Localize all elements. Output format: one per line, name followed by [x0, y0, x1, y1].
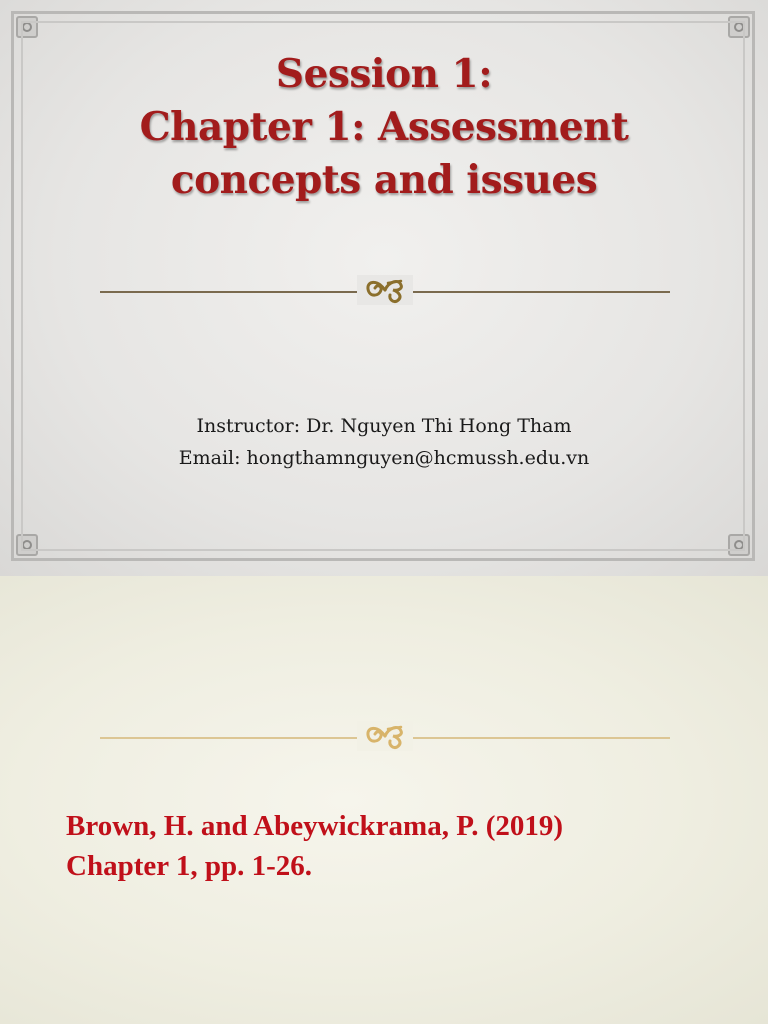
flourish-ornament-icon	[357, 275, 413, 305]
title-line-chapter: Chapter 1: Assessment	[139, 104, 629, 150]
reference-slide	[0, 576, 768, 1024]
title-line-session: Session 1:	[275, 51, 493, 97]
flourish-ornament-icon	[357, 721, 413, 751]
instructor-email: Email: hongthamnguyen@hcmussh.edu.vn	[178, 447, 590, 469]
instructor-info	[40, 410, 728, 474]
instructor-name: Instructor: Dr. Nguyen Thi Hong Tham	[196, 415, 572, 437]
reference-line-authors: Brown, H. and Abeywickrama, P. (2019)	[66, 810, 564, 842]
reference-divider	[100, 729, 670, 747]
title-divider	[100, 283, 670, 301]
title-line-topic: concepts and issues	[170, 157, 598, 203]
reference-citation	[66, 806, 746, 886]
reference-line-pages: Chapter 1, pp. 1-26.	[66, 850, 312, 882]
slide-title	[40, 48, 728, 207]
